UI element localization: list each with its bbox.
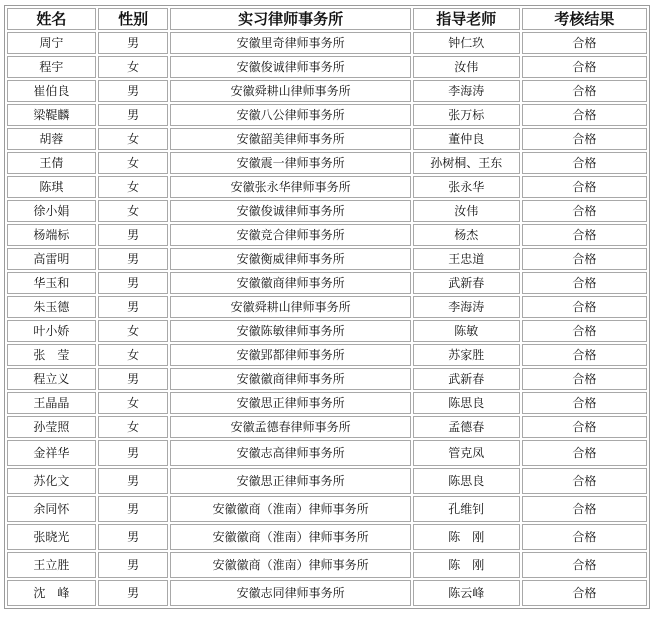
cell-name: 叶小娇 (7, 320, 96, 342)
cell-firm: 安徽韶美律师事务所 (170, 128, 410, 150)
cell-result: 合格 (522, 416, 647, 438)
cell-firm: 安徽徽商（淮南）律师事务所 (170, 552, 410, 578)
cell-gender: 女 (98, 200, 169, 222)
table-row (7, 80, 647, 102)
cell-name: 梁鞮麟 (7, 104, 96, 126)
cell-result: 合格 (522, 580, 647, 606)
cell-mentor: 张万标 (413, 104, 520, 126)
cell-name: 杨端标 (7, 224, 96, 246)
cell-result: 合格 (522, 524, 647, 550)
cell-firm: 安徽志高律师事务所 (170, 440, 410, 466)
cell-mentor: 李海涛 (413, 80, 520, 102)
cell-firm: 安徽徽商律师事务所 (170, 368, 410, 390)
cell-name: 王晶晶 (7, 392, 96, 414)
table-row (7, 392, 647, 414)
cell-result: 合格 (522, 440, 647, 466)
table-row (7, 104, 647, 126)
cell-mentor: 武新春 (413, 368, 520, 390)
table-row (7, 128, 647, 150)
intern-lawyer-results-table (4, 5, 650, 609)
cell-name: 孙莹照 (7, 416, 96, 438)
table-row (7, 552, 647, 578)
cell-mentor: 陈思良 (413, 392, 520, 414)
header-firm: 实习律师事务所 (170, 8, 410, 30)
cell-result: 合格 (522, 320, 647, 342)
table-row (7, 200, 647, 222)
cell-gender: 男 (98, 468, 169, 494)
cell-name: 沈 峰 (7, 580, 96, 606)
cell-firm: 安徽舜耕山律师事务所 (170, 296, 410, 318)
table-row (7, 248, 647, 270)
cell-result: 合格 (522, 296, 647, 318)
cell-name: 苏化文 (7, 468, 96, 494)
cell-gender: 女 (98, 56, 169, 78)
cell-mentor: 苏家胜 (413, 344, 520, 366)
cell-firm: 安徽竞合律师事务所 (170, 224, 410, 246)
header-gender: 性别 (98, 8, 169, 30)
cell-gender: 男 (98, 296, 169, 318)
cell-gender: 男 (98, 272, 169, 294)
cell-mentor: 陈思良 (413, 468, 520, 494)
cell-result: 合格 (522, 32, 647, 54)
table-row (7, 524, 647, 550)
cell-result: 合格 (522, 56, 647, 78)
cell-result: 合格 (522, 272, 647, 294)
table-row (7, 32, 647, 54)
cell-result: 合格 (522, 496, 647, 522)
cell-firm: 安徽陈敏律师事务所 (170, 320, 410, 342)
cell-gender: 女 (98, 128, 169, 150)
cell-firm: 安徽震一律师事务所 (170, 152, 410, 174)
table-row (7, 416, 647, 438)
cell-firm: 安徽俊诚律师事务所 (170, 56, 410, 78)
cell-result: 合格 (522, 152, 647, 174)
cell-gender: 女 (98, 152, 169, 174)
cell-result: 合格 (522, 128, 647, 150)
cell-gender: 女 (98, 320, 169, 342)
cell-mentor: 陈敏 (413, 320, 520, 342)
cell-mentor: 杨杰 (413, 224, 520, 246)
cell-firm: 安徽思正律师事务所 (170, 392, 410, 414)
cell-mentor: 孟德春 (413, 416, 520, 438)
cell-firm: 安徽徽商律师事务所 (170, 272, 410, 294)
cell-mentor: 孙树桐、王东 (413, 152, 520, 174)
cell-name: 张 莹 (7, 344, 96, 366)
cell-gender: 女 (98, 176, 169, 198)
cell-name: 周宁 (7, 32, 96, 54)
cell-gender: 男 (98, 368, 169, 390)
cell-mentor: 王忠道 (413, 248, 520, 270)
table-row (7, 580, 647, 606)
cell-gender: 男 (98, 224, 169, 246)
cell-firm: 安徽衡威律师事务所 (170, 248, 410, 270)
cell-result: 合格 (522, 104, 647, 126)
cell-result: 合格 (522, 552, 647, 578)
cell-mentor: 钟仁玖 (413, 32, 520, 54)
cell-mentor: 李海涛 (413, 296, 520, 318)
cell-result: 合格 (522, 176, 647, 198)
cell-mentor: 陈云峰 (413, 580, 520, 606)
cell-result: 合格 (522, 248, 647, 270)
cell-gender: 男 (98, 552, 169, 578)
cell-name: 金祥华 (7, 440, 96, 466)
table-row (7, 496, 647, 522)
cell-gender: 男 (98, 524, 169, 550)
cell-name: 张晓光 (7, 524, 96, 550)
cell-result: 合格 (522, 468, 647, 494)
header-row (7, 8, 647, 30)
cell-name: 高雷明 (7, 248, 96, 270)
cell-firm: 安徽徽商（淮南）律师事务所 (170, 524, 410, 550)
cell-name: 程宇 (7, 56, 96, 78)
cell-firm: 安徽孟德春律师事务所 (170, 416, 410, 438)
cell-firm: 安徽里奇律师事务所 (170, 32, 410, 54)
cell-mentor: 陈 刚 (413, 524, 520, 550)
cell-gender: 男 (98, 80, 169, 102)
cell-firm: 安徽舜耕山律师事务所 (170, 80, 410, 102)
cell-mentor: 武新春 (413, 272, 520, 294)
cell-name: 崔伯良 (7, 80, 96, 102)
table-row (7, 296, 647, 318)
table-row (7, 56, 647, 78)
table-row (7, 468, 647, 494)
cell-name: 余同怀 (7, 496, 96, 522)
table-row (7, 152, 647, 174)
cell-gender: 男 (98, 496, 169, 522)
cell-firm: 安徽郢都律师事务所 (170, 344, 410, 366)
header-name: 姓名 (7, 8, 96, 30)
cell-firm: 安徽思正律师事务所 (170, 468, 410, 494)
table-row (7, 368, 647, 390)
header-result: 考核结果 (522, 8, 647, 30)
table-row (7, 272, 647, 294)
cell-gender: 男 (98, 440, 169, 466)
cell-mentor: 陈 刚 (413, 552, 520, 578)
cell-firm: 安徽八公律师事务所 (170, 104, 410, 126)
cell-name: 陈琪 (7, 176, 96, 198)
cell-name: 胡蓉 (7, 128, 96, 150)
cell-mentor: 汝伟 (413, 56, 520, 78)
cell-firm: 安徽徽商（淮南）律师事务所 (170, 496, 410, 522)
cell-gender: 男 (98, 580, 169, 606)
cell-result: 合格 (522, 368, 647, 390)
cell-mentor: 孔维钊 (413, 496, 520, 522)
cell-firm: 安徽张永华律师事务所 (170, 176, 410, 198)
cell-gender: 男 (98, 104, 169, 126)
cell-mentor: 张永华 (413, 176, 520, 198)
table-row (7, 344, 647, 366)
header-mentor: 指导老师 (413, 8, 520, 30)
table-row (7, 224, 647, 246)
cell-result: 合格 (522, 344, 647, 366)
cell-result: 合格 (522, 392, 647, 414)
cell-mentor: 汝伟 (413, 200, 520, 222)
cell-name: 王倩 (7, 152, 96, 174)
cell-result: 合格 (522, 200, 647, 222)
cell-name: 华玉和 (7, 272, 96, 294)
table-row (7, 440, 647, 466)
cell-name: 王立胜 (7, 552, 96, 578)
table-row (7, 320, 647, 342)
cell-name: 程立义 (7, 368, 96, 390)
cell-result: 合格 (522, 80, 647, 102)
cell-result: 合格 (522, 224, 647, 246)
cell-gender: 女 (98, 344, 169, 366)
cell-firm: 安徽志同律师事务所 (170, 580, 410, 606)
cell-gender: 女 (98, 416, 169, 438)
table-row (7, 176, 647, 198)
cell-name: 朱玉德 (7, 296, 96, 318)
cell-mentor: 董仲良 (413, 128, 520, 150)
cell-gender: 男 (98, 248, 169, 270)
cell-mentor: 管克凤 (413, 440, 520, 466)
cell-gender: 男 (98, 32, 169, 54)
cell-gender: 女 (98, 392, 169, 414)
cell-name: 徐小娟 (7, 200, 96, 222)
cell-firm: 安徽俊诚律师事务所 (170, 200, 410, 222)
